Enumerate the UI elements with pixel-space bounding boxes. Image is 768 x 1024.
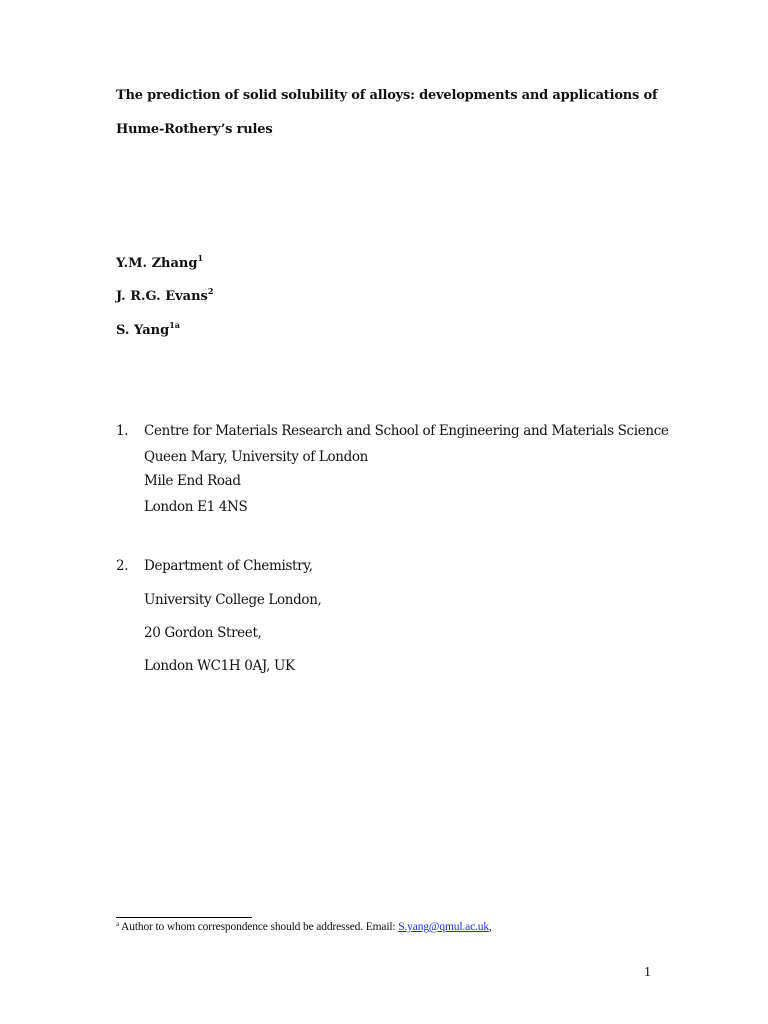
paper-title-line-2: Hume-Rothery’s rules — [116, 122, 273, 137]
affiliation-1-number: 1. — [116, 423, 129, 439]
affiliation-2-number: 2. — [116, 558, 129, 574]
footnote-separator — [116, 917, 252, 918]
author-2 — [116, 286, 214, 304]
author-3-affiliation-mark: 1a — [169, 320, 180, 330]
page-number: 1 — [644, 965, 651, 980]
author-2-name: J. R.G. Evans — [116, 289, 208, 304]
correspondence-email-link[interactable]: S.yang@qmul.ac.uk — [398, 921, 489, 933]
affiliation-1-line-1: Centre for Materials Research and School of Engineering and Materials Science — [144, 423, 669, 439]
author-1 — [116, 253, 204, 271]
affiliation-2-line-2: University College London, — [144, 592, 322, 608]
footnote-marker: a — [116, 920, 119, 928]
footnote-trailing: , — [488, 921, 492, 933]
footnote-text: Author to whom correspondence should be addressed. Email: — [118, 921, 399, 933]
affiliation-2-line-3: 20 Gordon Street, — [144, 625, 262, 641]
author-1-name: Y.M. Zhang — [116, 256, 198, 271]
footnote — [116, 921, 492, 933]
author-2-affiliation-mark: 2 — [207, 286, 214, 296]
affiliation-1-line-4: London E1 4NS — [144, 499, 248, 515]
affiliation-2-line-1: Department of Chemistry, — [144, 558, 313, 574]
affiliation-1-line-2: Queen Mary, University of London — [144, 449, 368, 465]
paper-title-line-1: The prediction of solid solubility of alloys: developments and applications of — [116, 88, 658, 103]
affiliation-2-line-4: London WC1H 0AJ, UK — [144, 658, 295, 674]
affiliation-1-line-3: Mile End Road — [144, 473, 241, 489]
author-3 — [116, 320, 180, 338]
author-1-affiliation-mark: 1 — [197, 253, 204, 263]
author-3-name: S. Yang — [116, 323, 170, 338]
